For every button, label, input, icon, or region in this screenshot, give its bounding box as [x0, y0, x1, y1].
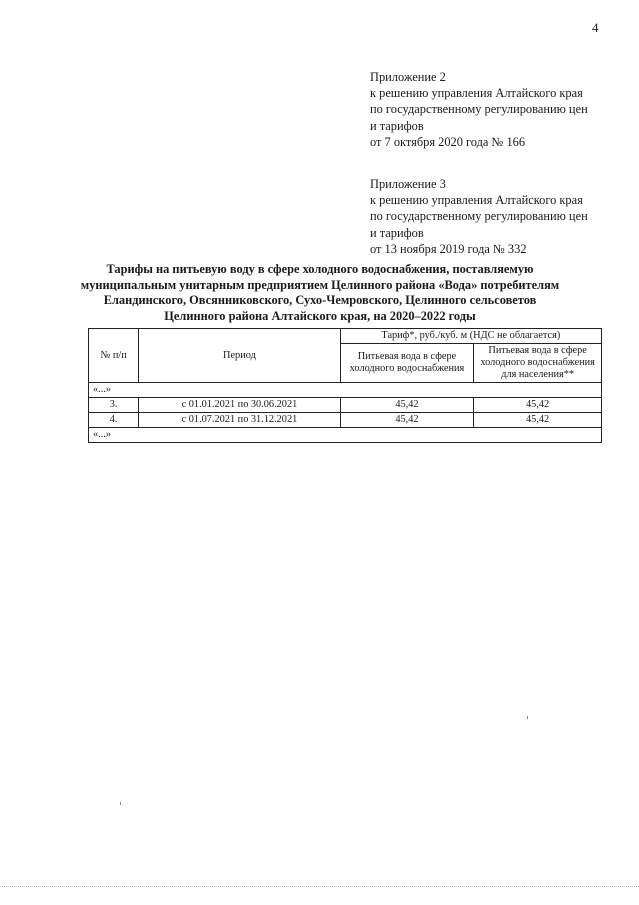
- ellipsis-row: [89, 383, 602, 398]
- page-number: 4: [592, 20, 599, 35]
- appendix-2-line: Приложение 2: [370, 70, 446, 84]
- appendix-2-line: от 7 октября 2020 года № 166: [370, 134, 526, 149]
- title-line: Целинного района Алтайского края, на 2020–2022 годы: [164, 308, 476, 323]
- appendix-3-line: и тарифов: [370, 225, 424, 240]
- header-row: [89, 329, 602, 344]
- document-title: [80, 262, 560, 324]
- scan-speck: [120, 802, 121, 805]
- appendix-3-line: Приложение 3: [370, 177, 446, 191]
- header-period: Период: [139, 329, 340, 383]
- tariff-table: [88, 328, 602, 443]
- header-drinking-water-population: Питьевая вода в сфере холодного водоснабжения для населения**: [474, 344, 602, 383]
- ellipsis-row: [89, 428, 602, 443]
- appendix-3-line: к решению управления Алтайского края: [370, 193, 583, 208]
- appendix-2-line: по государственному регулированию цен: [370, 102, 588, 117]
- page-bottom-rule: [0, 886, 639, 887]
- appendix-3-line: по государственному регулированию цен: [370, 209, 588, 224]
- title-line: муниципальным унитарным предприятием Целинного района «Вода» потребителям: [80, 277, 560, 292]
- appendix-2-block: [370, 69, 630, 150]
- ellipsis-top: «...»: [89, 383, 602, 398]
- row-period: с 01.07.2021 по 31.12.2021: [139, 413, 340, 428]
- appendix-3-block: [370, 176, 630, 257]
- table-row: [89, 413, 602, 428]
- row-tariff-a: 45,42: [340, 413, 474, 428]
- appendix-2-line: и тарифов: [370, 118, 424, 133]
- row-num: 3.: [89, 398, 139, 413]
- ellipsis-bottom: «...»: [89, 428, 602, 443]
- row-num: 4.: [89, 413, 139, 428]
- row-tariff-b: 45,42: [474, 398, 602, 413]
- title-line: Тарифы на питьевую воду в сфере холодного водоснабжения, поставляемую: [106, 262, 534, 276]
- row-period: с 01.01.2021 по 30.06.2021: [139, 398, 340, 413]
- appendix-3-line: от 13 ноября 2019 года № 332: [370, 241, 527, 256]
- row-tariff-a: 45,42: [340, 398, 474, 413]
- table-row: [89, 398, 602, 413]
- header-num: № п/п: [89, 329, 139, 383]
- appendix-2-line: к решению управления Алтайского края: [370, 86, 583, 101]
- scan-speck: [527, 716, 528, 719]
- row-tariff-b: 45,42: [474, 413, 602, 428]
- header-drinking-water: Питьевая вода в сфере холодного водоснабжения: [340, 344, 474, 383]
- header-tariff: Тариф*, руб./куб. м (НДС не облагается): [340, 329, 601, 344]
- title-line: Еландинского, Овсянниковского, Сухо-Чемровского, Целинного сельсоветов: [103, 293, 537, 308]
